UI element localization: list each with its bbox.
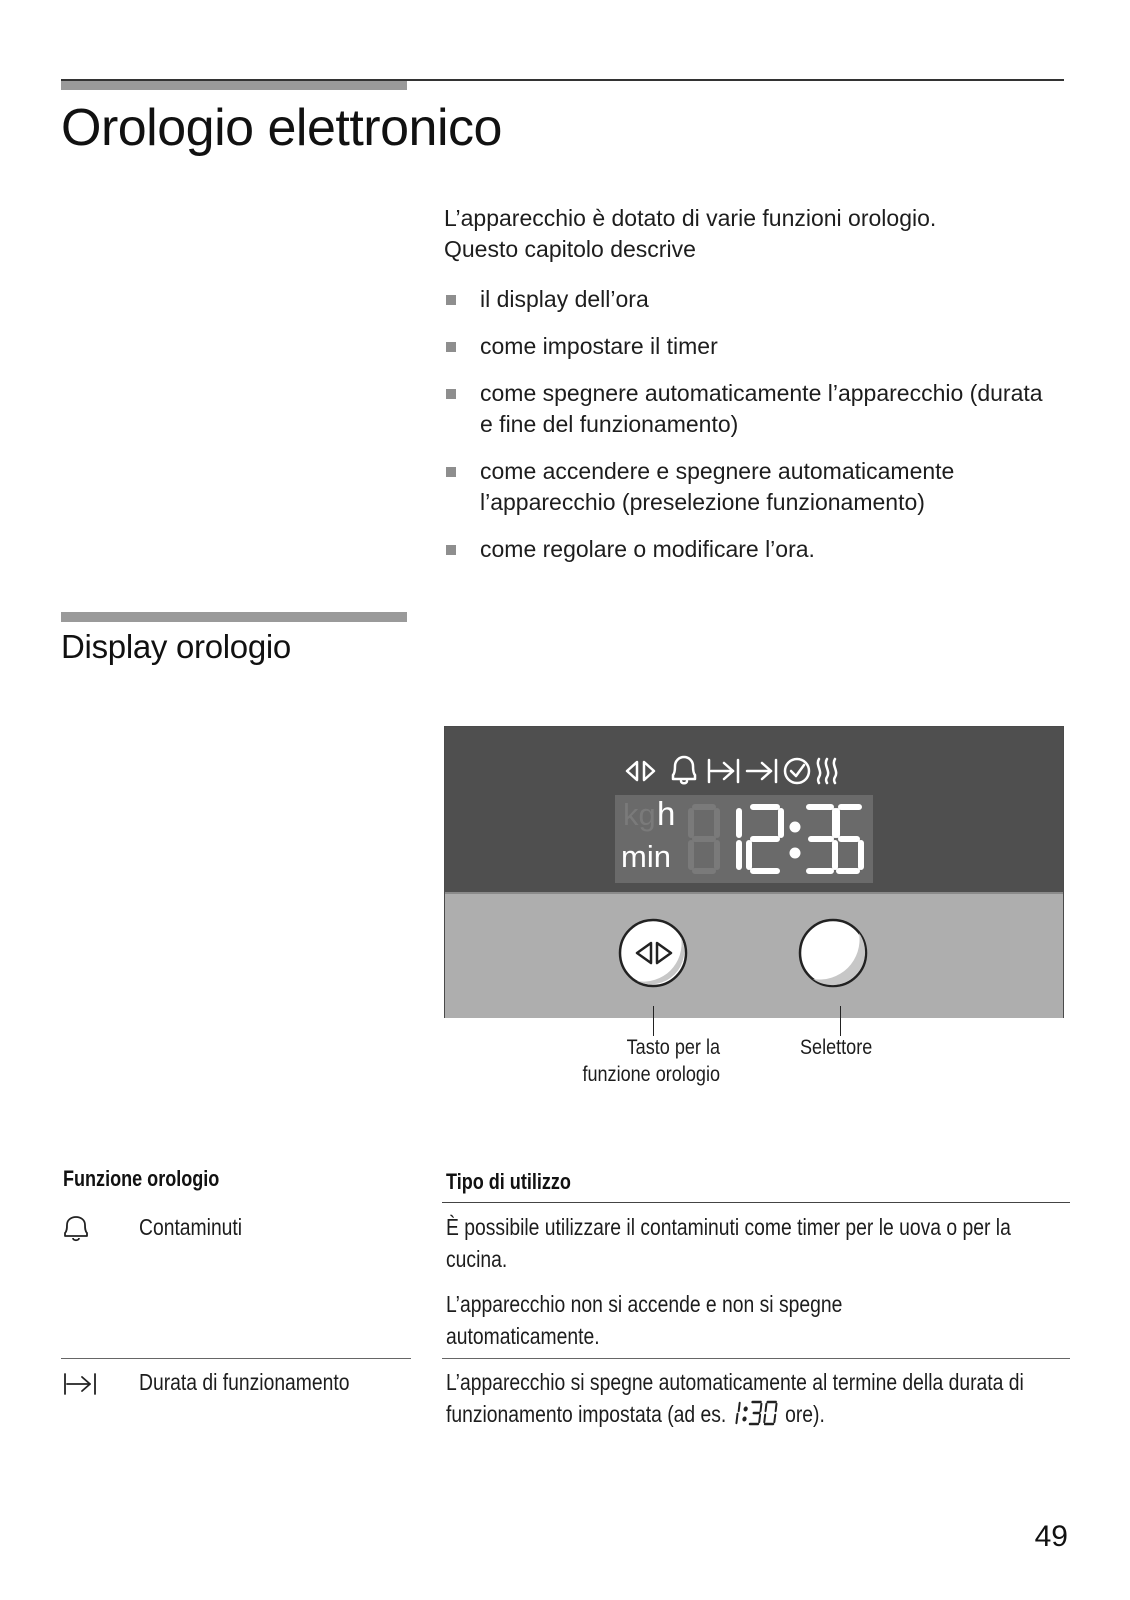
intro-line-2: Questo capitolo descrive — [444, 236, 696, 262]
button-caption-line-2: funzione orologio — [582, 1063, 720, 1086]
steam-icon — [818, 759, 836, 783]
header-divider — [442, 1202, 1070, 1203]
intro-text — [444, 203, 1084, 265]
button-leader-line — [653, 1006, 654, 1036]
unit-h-label: h — [657, 795, 676, 832]
function-name: Contaminuti — [139, 1214, 243, 1240]
list-item: come accendere e spegnere automaticamente l’apparecchio (preselezione funzionamento) — [444, 456, 1040, 518]
unit-min-label: min — [621, 839, 671, 874]
bullet-square-icon — [446, 545, 456, 555]
row-divider-left — [61, 1358, 411, 1359]
title-rule — [61, 79, 1064, 81]
end-time-icon — [747, 760, 776, 782]
panel-knob-area — [445, 892, 1063, 1018]
section-title: Display orologio — [61, 628, 291, 665]
bullet-square-icon — [446, 295, 456, 305]
duration-icon — [709, 760, 738, 782]
duration-icon — [63, 1372, 97, 1396]
list-item: come regolare o modificare l’ora. — [444, 534, 1084, 565]
unit-kg-label: kg — [623, 797, 656, 832]
control-panel-figure — [444, 726, 1064, 1018]
section-accent-bar — [61, 612, 407, 622]
intro-line-1: L’apparecchio è dotato di varie funzioni orologio. — [444, 205, 937, 231]
seven-segment-time — [687, 801, 869, 877]
bullet-square-icon — [446, 342, 456, 352]
bell-icon — [63, 1214, 89, 1242]
list-item: come impostare il timer — [444, 331, 1084, 362]
list-item: il display dell’ora — [444, 284, 1084, 315]
table-header-function: Funzione orologio — [63, 1166, 220, 1191]
selector-knob[interactable] — [797, 917, 869, 989]
list-item: come spegnere automaticamente l’apparecchio (durata e fine del funzionamento) — [444, 378, 1060, 440]
usage-paragraph — [446, 1366, 1034, 1434]
bullet-square-icon — [446, 389, 456, 399]
chapter-contents-list — [444, 284, 1084, 581]
bell-icon — [673, 757, 695, 783]
page-number: 49 — [1034, 1520, 1068, 1553]
button-caption — [548, 1034, 720, 1088]
selector-leader-line — [840, 1006, 841, 1036]
usage-text: L’apparecchio si spegne automaticamente al termine della durata di funzionamento impostata (ad es. — [446, 1369, 1024, 1427]
bullet-square-icon — [446, 467, 456, 477]
row-divider-right — [442, 1358, 1070, 1359]
display-icon-row — [625, 749, 865, 789]
function-key-icon — [627, 762, 654, 780]
table-header-usage: Tipo di utilizzo — [446, 1169, 571, 1194]
page-title: Orologio elettronico — [61, 99, 502, 157]
clock-icon — [785, 759, 809, 783]
usage-text-end: ore). — [785, 1401, 825, 1427]
title-accent-bar — [61, 80, 407, 90]
selector-caption: Selettore — [800, 1036, 873, 1059]
clock-function-button[interactable] — [617, 917, 689, 989]
usage-paragraph-2: L’apparecchio non si accende e non si spegne automaticamente. — [446, 1291, 843, 1349]
lcd-digits-1-30 — [730, 1400, 782, 1426]
function-name: Durata di funzionamento — [139, 1369, 350, 1395]
lcd-screen — [615, 795, 873, 883]
usage-paragraph-1: È possibile utilizzare il contaminuti come timer per le uova o per la cucina. — [446, 1214, 1011, 1272]
lcd-value-example — [730, 1400, 782, 1434]
button-caption-line-1: Tasto per la — [626, 1036, 720, 1059]
